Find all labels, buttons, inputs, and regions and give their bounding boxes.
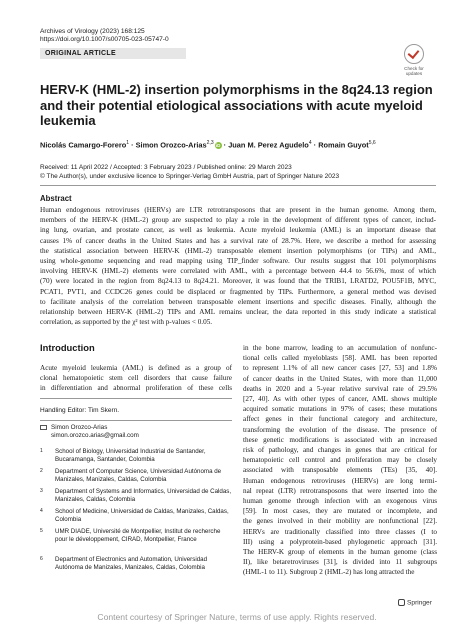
author-separator: · [129, 140, 136, 150]
abstract-line: to facilitate analysis of the correlation between transposable element insertions and specific diseases. Finally, although the [40, 297, 436, 306]
footnote-divider [40, 398, 232, 399]
affiliation-item [40, 556, 232, 572]
affiliation-item [40, 528, 232, 544]
body-line: clonal hematopoietic stem cell disorders that cause failure [40, 374, 232, 383]
author-affiliation: 1 [126, 140, 130, 146]
affiliation-item [40, 508, 232, 524]
affiliation-text: School of Medicine, Universidad de Caldas, Manizales, Caldas, Colombia [55, 508, 229, 523]
affiliation-text: UMR DIADE, Université de Montpellier, Institut de recherche pour le développement, CIRAD, Montpellier, France [55, 528, 221, 543]
paper-title: HERV-K (HML-2) insertion polymorphisms in the 8q24.13 region and their potential etiological associations with acute myeloid leukemia [40, 82, 433, 128]
introduction-right-text [243, 343, 437, 578]
author-affiliation: 2,3 [206, 140, 214, 146]
author-separator: · [221, 140, 229, 150]
contact-email[interactable]: simon.orozco.arias@gmail.com [51, 431, 139, 439]
affiliation-number: 2 [40, 468, 43, 474]
introduction-left-text [40, 363, 232, 394]
doi-link[interactable]: https://doi.org/10.1007/s00705-023-05747-0 [40, 36, 169, 43]
check-updates-label: Check for updates [404, 66, 424, 76]
abstract-line: correlation, as supported by the χ² test with p-values < 0.05. [40, 318, 213, 327]
affiliation-number: 4 [40, 508, 43, 514]
body-line: risk of pathology, and changes in genes that are critical for [243, 446, 437, 455]
body-line: [27, 40]. As with other types of cancer, AML shows multiple [243, 395, 437, 404]
body-line: The HERV-K group of elements in the human genome (class [243, 548, 437, 557]
abstract-line: (70) were located in the region from 8q24.13 to 8q24.21. Moreover, it was found that the TRIB1, LRATD2, POU5F1B, MYC, [40, 277, 436, 286]
affiliation-text: School of Biology, Universidad Industrial de Santander, Bucaramanga, Santander, Colombia [55, 448, 206, 463]
body-line: acquired somatic mutations in 97% of cases; these mutations [243, 405, 437, 414]
springer-horse-icon [398, 599, 405, 606]
body-line: hematopoietic cell control and proliferation may be closely [243, 456, 437, 465]
author-name[interactable]: Simon Orozco-Arias [135, 140, 207, 150]
abstract-line: using whole-genome sequencing and read mapping using TIP_finder software. Our results suggest that 101 polymorphisms [40, 257, 436, 266]
affiliation-number: 5 [40, 528, 43, 534]
check-updates-icon [404, 44, 424, 64]
handling-editor: Handling Editor: Tim Skern. [40, 407, 120, 414]
dates-line: Received: 11 April 2022 / Accepted: 3 February 2023 / Published online: 29 March 2023 [40, 164, 292, 171]
check-for-updates-button[interactable] [396, 44, 432, 76]
body-line: affect genes in their functional category and architecture, [243, 415, 437, 424]
abstract-line: the statistical association between HERV-K (HML-2) transposable element insertion polymorphisms (or TIPs) and AML, [40, 246, 436, 255]
abstract-line: ing lung, ovarian, and prostate cancer, as well as leukemia. Acute myeloid leukemia (AML) is an important disease that [40, 226, 436, 235]
body-line: human genome through infection with an exogenous virus [243, 497, 437, 506]
affiliation-item [40, 488, 232, 504]
publication-dates [40, 164, 339, 181]
article-type-banner: ORIGINAL ARTICLE [40, 48, 186, 59]
body-line: of cancer deaths in the United States, with more than 11,000 [243, 374, 437, 383]
journal-line: Archives of Virology (2023) 168:125 [40, 28, 145, 35]
body-line: associated with transposable elements (TEs) [35, 40]. [243, 466, 437, 475]
divider [40, 185, 436, 186]
envelope-icon [40, 425, 47, 430]
body-line: tional cells called myeloblasts [58]. AML has been reported [243, 354, 437, 363]
body-line: Acute myeloid leukemia (AML) is defined as a group of [40, 364, 232, 372]
abstract-line: involving HERV-K (HML-2) elements were correlated with AML, with a percentage between 44.4 to 56.6%, most of which [40, 267, 436, 276]
body-line: III) using a polyprotein-based phylogenetic approach [31]. [243, 537, 437, 546]
contact-name: Simon Orozco-Arias [51, 424, 108, 431]
author-affiliation: 5,6 [368, 140, 376, 146]
body-line: deaths in 2020 and a 5-year relative survival rate of 29.5% [243, 384, 437, 393]
body-line: (HML-1 to 11). Subgroup 2 (HML-2) has long attracted the [243, 568, 415, 577]
body-line: [59]. In most cases, they are mutated or incomplete, and [243, 507, 437, 516]
affiliation-number: 1 [40, 448, 43, 454]
body-line: in the bone marrow, leading to an accumulation of nonfunc- [243, 344, 437, 352]
affiliation-text: Department of Systems and Informatics, Universidad de Caldas, Manizales, Caldas, Colombia [55, 488, 232, 503]
abstract-line: relationship between HERV-K (HML-2) TIPs and AML remains unclear, the data reported in this study indicate a statistical [40, 308, 436, 317]
journal-citation [40, 28, 169, 44]
body-line: II), like betaretroviruses [31], is divided into 11 subgroups [243, 558, 437, 567]
author-name[interactable]: Nicolás Camargo-Forero [40, 140, 127, 150]
publisher-name: Springer [407, 599, 432, 607]
affiliation-number: 3 [40, 488, 43, 494]
body-line: to represent 1.1% of all new cancer cases [27, 53] and 1.8% [243, 364, 437, 373]
affiliation-item [40, 468, 232, 484]
affiliation-number: 6 [40, 556, 43, 562]
author-name[interactable]: Romain Guyot [318, 140, 369, 150]
abstract-heading: Abstract [40, 194, 72, 203]
abstract-line: Human endogenous retroviruses (HERVs) are LTR retrotransposons that are present in the human genome. Among them, [40, 206, 436, 214]
publisher-logo [398, 599, 432, 606]
footnote-divider [40, 420, 232, 421]
introduction-heading: Introduction [40, 342, 95, 353]
body-line: the genes involved in their mobility are nonfunctional [22]. [243, 517, 437, 526]
author-list [40, 140, 460, 149]
orcid-icon[interactable]: iD [215, 143, 221, 149]
affiliation-text: Department of Computer Science, Universidad Autónoma de Manizales, Manizales, Caldas, Colombia [55, 468, 222, 483]
affiliation-item [40, 448, 232, 464]
body-line: these genetic modifications is associated with an increased [243, 435, 437, 444]
author-affiliation: 4 [308, 140, 312, 146]
body-line: nal repeat (LTR) retrotransposons that were inserted into the [243, 486, 437, 495]
copyright-line: © The Author(s), under exclusive licence to Springer-Verlag GmbH Austria, part of Springer Nature 2023 [40, 172, 340, 180]
body-line: HERVs are traditionally classified into three classes (I to [243, 527, 437, 536]
body-line: in differentiation and abnormal proliferation of these cells [40, 384, 232, 393]
courtesy-watermark: Content courtesy of Springer Nature, terms of use apply. Rights reserved. [97, 612, 377, 622]
abstract-body [40, 205, 436, 327]
author-separator: · [311, 140, 319, 150]
author-name[interactable]: Juan M. Perez Agudelo [228, 140, 309, 150]
abstract-line: members of the HERV-K (HML-2) group are suspected to play a role in the development of different types of cancer, includ- [40, 216, 436, 225]
body-line: Human endogenous retroviruses (HERVs) are long termi- [243, 476, 437, 485]
body-line: transforming the evolution of the disease. The presence of [243, 425, 437, 434]
corresponding-author [40, 424, 232, 440]
abstract-line: PCAT1, PVT1, and CCDC26 genes could be displaced or fragmented by TIPs. Furthermore, a general method was devised [40, 287, 436, 296]
affiliation-text: Department of Electronics and Automation, Universidad Autónoma de Manizales, Manizales, Caldas, Colombia [55, 556, 208, 571]
abstract-line: causes 1% of cancer deaths in the United States and has a survival rate of 28.7%. Here, we describe a method for assessing [40, 236, 436, 245]
